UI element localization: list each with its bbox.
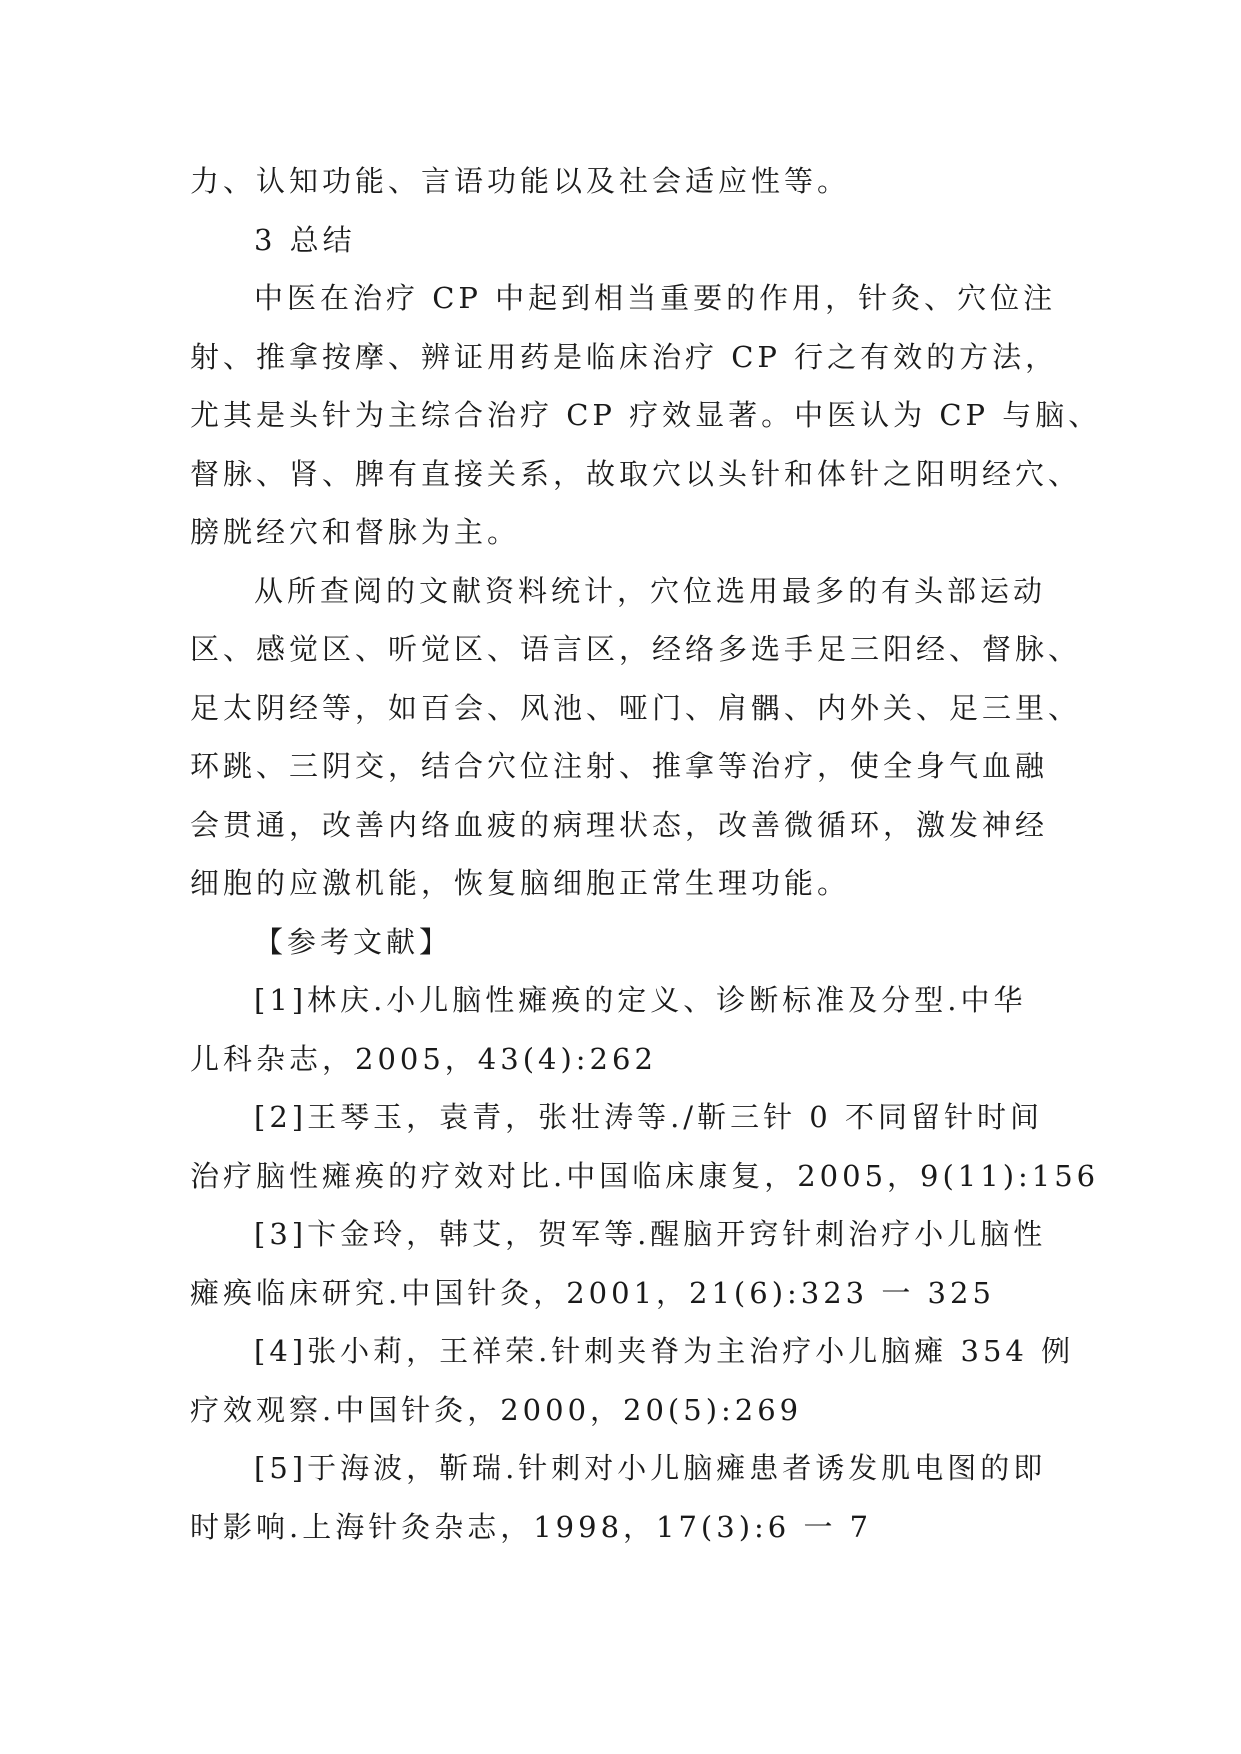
- text-line: 督脉、肾、脾有直接关系，故取穴以头针和体针之阳明经穴、: [190, 456, 1082, 491]
- document-body: [190, 152, 1102, 1556]
- reference-line: 时影响.上海针灸杂志，1998，17(3):6 一 7: [190, 1509, 873, 1544]
- reference-4: [190, 1322, 1075, 1439]
- reference-line: [3]卞金玲，韩艾，贺军等.醒脑开窍针刺治疗小儿脑性: [254, 1217, 1047, 1251]
- text-line: 环跳、三阴交，结合穴位注射、推拿等治疗，使全身气血融: [190, 749, 1049, 783]
- text-line: 射、推拿按摩、辨证用药是临床治疗 CP 行之有效的方法，: [190, 339, 1059, 374]
- text-line: 足太阴经等，如百会、风池、哑门、肩髃、内外关、足三里、: [190, 690, 1082, 725]
- paragraph-summary-2: [190, 562, 1082, 913]
- reference-line: [5]于海波，靳瑞.针刺对小儿脑瘫患者诱发肌电图的即: [254, 1451, 1047, 1485]
- reference-line: [1]林庆.小儿脑性瘫痪的定义、诊断标准及分型.中华: [254, 983, 1027, 1017]
- text-line: 会贯通，改善内络血疲的病理状态，改善微循环，激发神经: [190, 807, 1049, 842]
- text-line: 膀胱经穴和督脉为主。: [190, 515, 521, 549]
- paragraph-continuation: [190, 152, 1060, 211]
- text-line: 中医在治疗 CP 中起到相当重要的作用，针灸、穴位注: [254, 281, 1057, 315]
- text-line: 细胞的应激机能，恢复脑细胞正常生理功能。: [190, 866, 851, 900]
- reference-line: 治疗脑性瘫痪的疗效对比.中国临床康复，2005，9(11):156: [190, 1158, 1100, 1193]
- reference-line: [4]张小莉，王祥荣.针刺夹脊为主治疗小儿脑瘫 354 例: [254, 1334, 1075, 1368]
- reference-5: [190, 1439, 1060, 1556]
- text-line: 力、认知功能、言语功能以及社会适应性等。: [190, 164, 851, 198]
- reference-line: [2]王琴玉，袁青，张壮涛等./靳三针 0 不同留针时间: [254, 1100, 1043, 1134]
- reference-2: [190, 1088, 1100, 1205]
- text-line: 区、感觉区、听觉区、语言区，经络多选手足三阳经、督脉、: [190, 632, 1082, 666]
- section-heading-summary: [190, 211, 1060, 270]
- paragraph-summary-1: [190, 269, 1102, 562]
- reference-line: 疗效观察.中国针灸，2000，20(5):269: [190, 1392, 803, 1427]
- text-line: 从所查阅的文献资料统计，穴位选用最多的有头部运动: [254, 573, 1047, 608]
- section-heading: 3 总结: [254, 222, 356, 257]
- reference-1: [190, 971, 1060, 1088]
- reference-line: 瘫痪临床研究.中国针灸，2001，21(6):323 一 325: [190, 1275, 995, 1310]
- reference-line: 儿科杂志，2005，43(4):262: [190, 1041, 657, 1076]
- reference-3: [190, 1205, 1060, 1322]
- references-heading-block: [190, 913, 1060, 972]
- references-heading: 【参考文献】: [254, 924, 453, 959]
- text-line: 尤其是头针为主综合治疗 CP 疗效显著。中医认为 CP 与脑、: [190, 398, 1102, 432]
